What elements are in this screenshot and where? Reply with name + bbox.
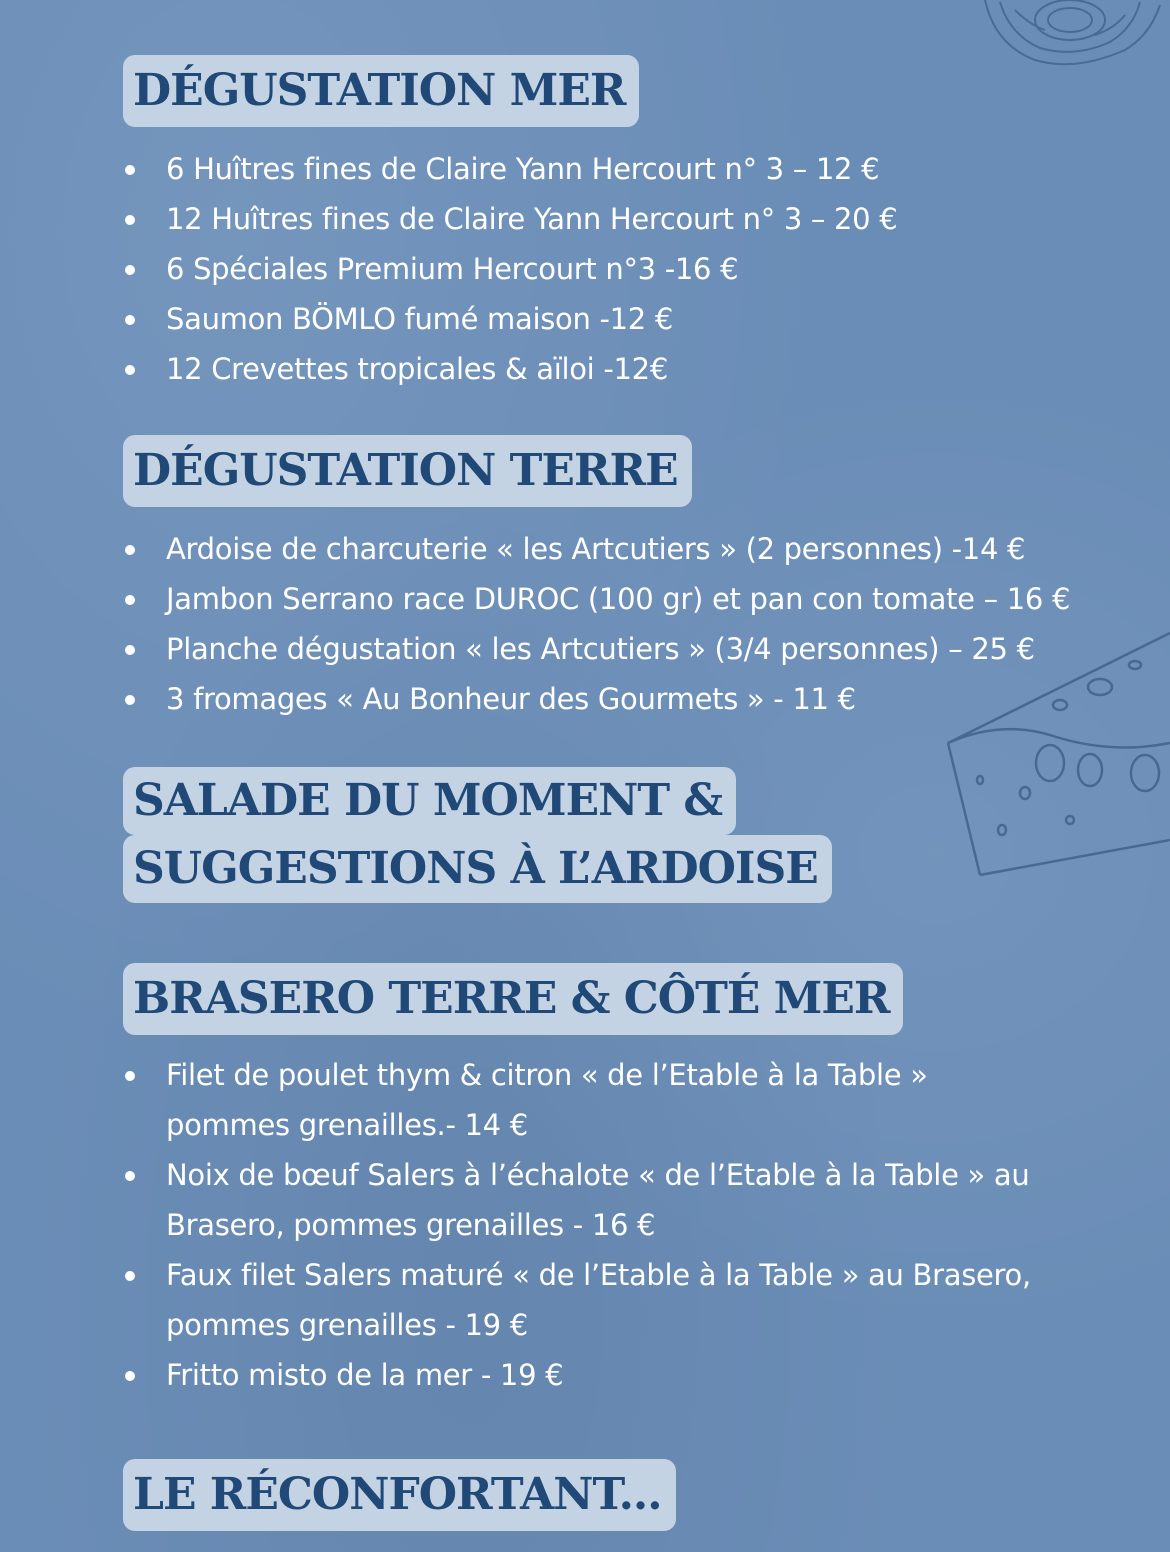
section-title-line: SUGGESTIONS À L’ARDOISE bbox=[123, 835, 832, 903]
menu-item: 6 Spéciales Premium Hercourt n°3 -16 € bbox=[123, 244, 897, 294]
menu-item: Noix de bœuf Salers à l’échalote « de l’Etable à la Table » au Brasero, pommes grenailles - 16 € bbox=[123, 1150, 1096, 1250]
menu-list-degustation-mer bbox=[123, 144, 897, 394]
menu-list-brasero bbox=[123, 1050, 1113, 1400]
menu-list-degustation-terre bbox=[123, 524, 1070, 724]
section-title-brasero: BRASERO TERRE & CÔTÉ MER bbox=[123, 963, 903, 1035]
section-title-degustation-terre: DÉGUSTATION TERRE bbox=[123, 435, 692, 507]
menu-item: Saumon BÖMLO fumé maison -12 € bbox=[123, 294, 897, 344]
menu-item: 12 Crevettes tropicales & aïloi -12€ bbox=[123, 344, 897, 394]
menu-item: 3 fromages « Au Bonheur des Gourmets » - 11 € bbox=[123, 674, 1070, 724]
menu-item: Ardoise de charcuterie « les Artcutiers » (2 personnes) -14 € bbox=[123, 524, 1070, 574]
menu-item: 12 Huîtres fines de Claire Yann Hercourt n° 3 – 20 € bbox=[123, 194, 897, 244]
menu-item: Planche dégustation « les Artcutiers » (3/4 personnes) – 25 € bbox=[123, 624, 1070, 674]
menu-item: Filet de poulet thym & citron « de l’Etable à la Table » pommes grenailles.- 14 € bbox=[123, 1050, 986, 1150]
section-title-le-reconfortant: LE RÉCONFORTANT... bbox=[123, 1459, 676, 1531]
menu-item: 6 Huîtres fines de Claire Yann Hercourt n° 3 – 12 € bbox=[123, 144, 897, 194]
oyster-sketch-icon bbox=[975, 0, 1170, 75]
menu-item: Jambon Serrano race DUROC (100 gr) et pan con tomate – 16 € bbox=[123, 574, 1070, 624]
section-title-salade-suggestions bbox=[123, 767, 832, 903]
section-title-line: SALADE DU MOMENT & bbox=[123, 767, 736, 835]
menu-item: Fritto misto de la mer - 19 € bbox=[123, 1350, 1113, 1400]
menu-item: Faux filet Salers maturé « de l’Etable à la Table » au Brasero, pommes grenailles - 19 € bbox=[123, 1250, 1106, 1350]
section-title-degustation-mer: DÉGUSTATION MER bbox=[123, 55, 639, 127]
